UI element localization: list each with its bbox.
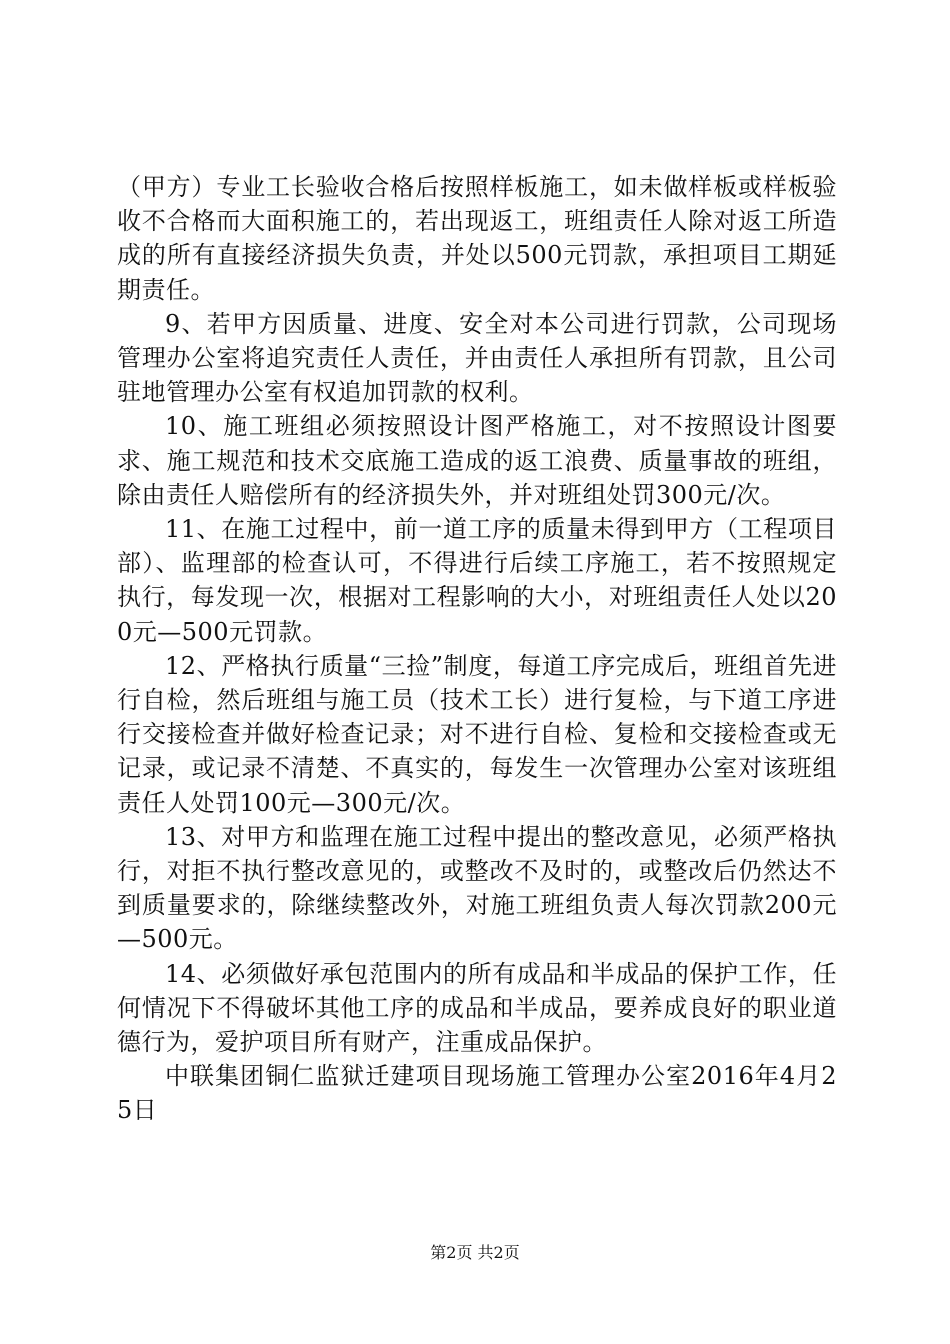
signature-line: 中联集团铜仁监狱迁建项目现场施工管理办公室2016年4月25日: [117, 1062, 837, 1125]
paragraph-item-14: 14、必须做好承包范围内的所有成品和半成品的保护工作，任何情况下不得破坏其他工序的成品和半成品，要养成良好的职业道德行为，爱护项目所有财产，注重成品保护。: [117, 959, 837, 1057]
paragraph-item-11: 11、在施工过程中，前一道工序的质量未得到甲方（工程项目部）、监理部的检查认可，不得进行后续工序施工，若不按照规定执行，每发现一次，根据对工程影响的大小，对班组责任人处以200元—500元罚款。: [117, 515, 837, 646]
paragraph-item-9: 9、若甲方因质量、进度、安全对本公司进行罚款，公司现场管理办公室将追究责任人责任，并由责任人承担所有罚款，且公司驻地管理办公室有权追加罚款的权利。: [117, 309, 837, 407]
paragraph-item-10: 10、施工班组必须按照设计图严格施工，对不按照设计图要求、施工规范和技术交底施工造成的返工浪费、质量事故的班组，除由责任人赔偿所有的经济损失外，并对班组处罚300元/次。: [117, 412, 837, 509]
paragraph-continuation: （甲方）专业工长验收合格后按照样板施工，如未做样板或样板验收不合格而大面积施工的，若出现返工，班组责任人除对返工所造成的所有直接经济损失负责，并处以500元罚款，承担项目工期延期责任。: [117, 173, 837, 304]
paragraph-item-12: 12、严格执行质量“三捡”制度，每道工序完成后，班组首先进行自检，然后班组与施工员（技术工长）进行复检，与下道工序进行交接检查并做好检查记录；对不进行自检、复检和交接检查或无记录，或记录不清楚、不真实的，每发生一次管理办公室对该班组责任人处罚100元—300元/次。: [117, 651, 837, 817]
document-body: [117, 170, 837, 1128]
page-footer: [0, 1243, 950, 1263]
page-number: 第2页 共2页: [430, 1243, 520, 1262]
paragraph-item-13: 13、对甲方和监理在施工过程中提出的整改意见，必须严格执行，对拒不执行整改意见的，或整改不及时的，或整改后仍然达不到质量要求的，除继续整改外，对施工班组负责人每次罚款200元—500元。: [117, 822, 837, 954]
